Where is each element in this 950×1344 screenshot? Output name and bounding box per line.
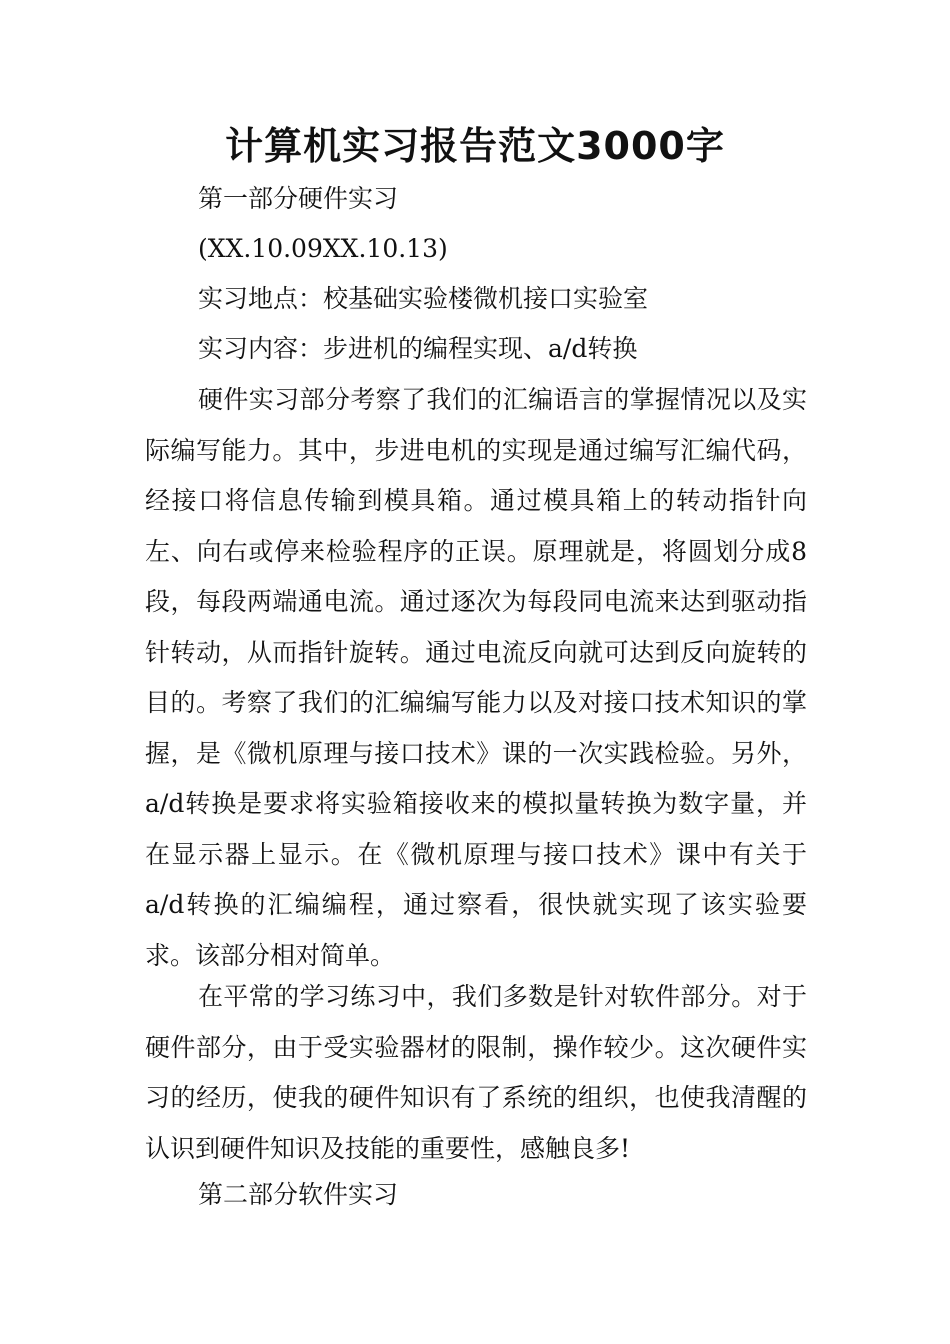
location-line: 实习地点：校基础实验楼微机接口实验室 — [198, 284, 649, 313]
paragraph-hardware-summary: 硬件实习部分考察了我们的汇编语言的掌握情况以及实际编写能力。其中，步进电机的实现是通过编写汇编代码，经接口将信息传输到模具箱。通过模具箱上的转动指针向左、向右或停来检验程序的正误。原理就是，将圆划分成8段，每段两端通电流。通过逐次为每段同电流来达到驱动指针转动，从而指针旋转。通过电流反向就可达到反向旋转的目的。考察了我们的汇编编写能力以及对接口技术知识的掌握，是《微机原理与接口技术》课的一次实践检验。另外，a/d转换是要求将实验箱接收来的模拟量转换为数字量，并在显示器上显示。在《微机原理与接口技术》课中有关于a/d转换的汇编编程，通过察看，很快就实现了该实验要求。该部分相对简单。 — [145, 385, 807, 970]
date-range: (XX.10.09XX.10.13) — [198, 234, 448, 263]
section2-heading: 第二部分软件实习 — [198, 1180, 399, 1209]
content-line: 实习内容：步进机的编程实现、a/d转换 — [198, 334, 638, 363]
document-title: 计算机实习报告范文3000字 — [225, 124, 725, 168]
paragraph-reflection: 在平常的学习练习中，我们多数是针对软件部分。对于硬件部分，由于受实验器材的限制，操作较少。这次硬件实习的经历，使我的硬件知识有了系统的组织，也使我清醒的认识到硬件知识及技能的重要性，感触良多! — [145, 982, 807, 1163]
section1-heading: 第一部分硬件实习 — [198, 184, 399, 213]
